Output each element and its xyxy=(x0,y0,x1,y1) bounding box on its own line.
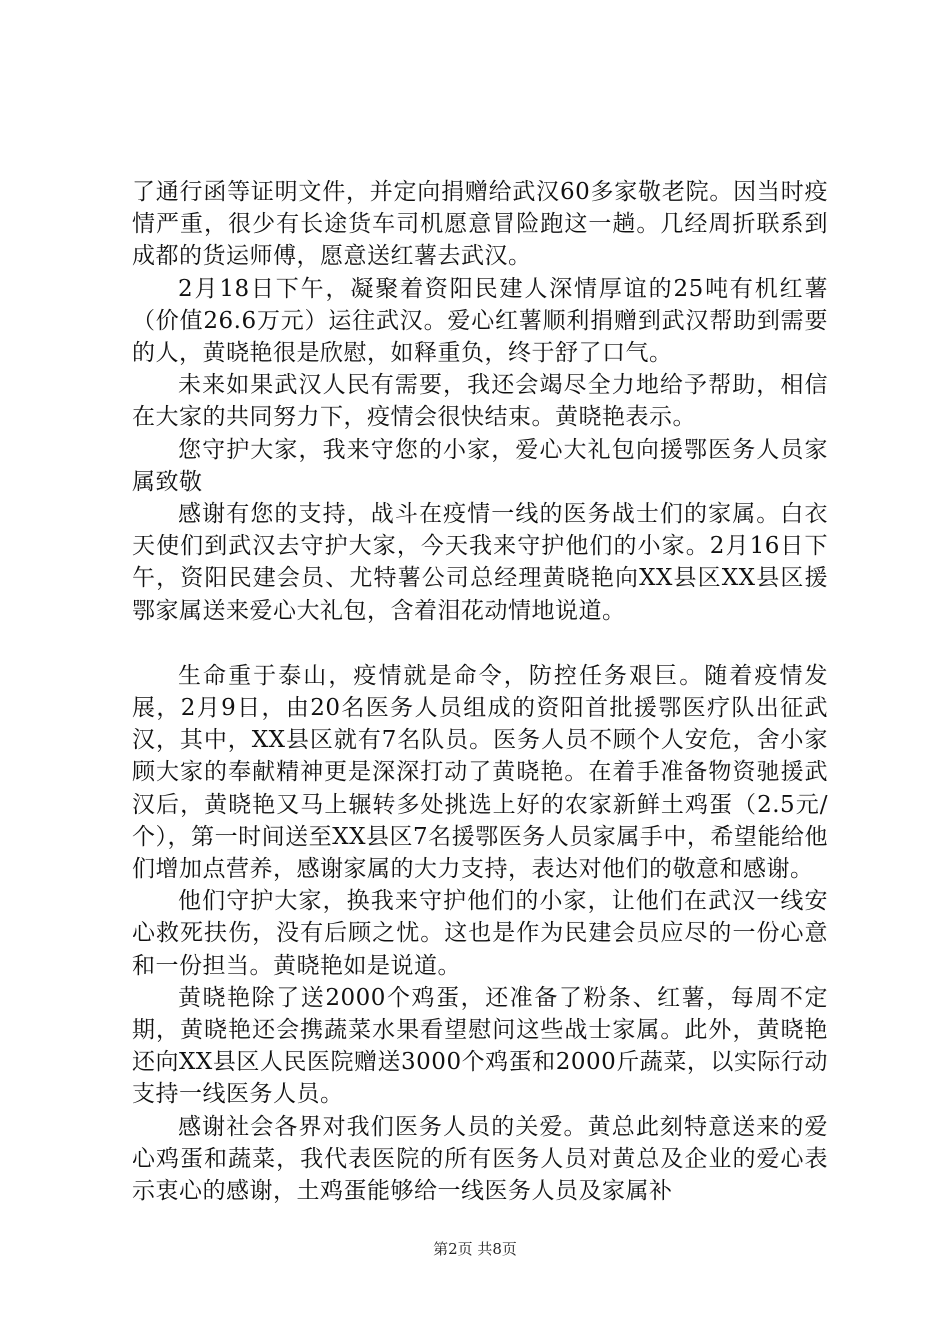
paragraph-gap xyxy=(132,627,828,660)
paragraph: 黄晓艳除了送2000个鸡蛋，还准备了粉条、红薯，每周不定期，黄晓艳还会携蔬菜水果看望慰问这些战士家属。此外，黄晓艳还向XX县区人民医院赠送3000个鸡蛋和2000斤蔬菜，以实际行动支持一线医务人员。 xyxy=(132,984,828,1108)
paragraph: 感谢社会各界对我们医务人员的关爱。黄总此刻特意送来的爱心鸡蛋和蔬菜，我代表医院的所有医务人员对黄总及企业的爱心表示衷心的感谢，土鸡蛋能够给一线医务人员及家属补 xyxy=(132,1113,828,1205)
paragraph: 2月18日下午，凝聚着资阳民建人深情厚谊的25吨有机红薯（价值26.6万元）运往武汉。爱心红薯顺利捐赠到武汉帮助到需要的人，黄晓艳很是欣慰，如释重负，终于舒了口气。 xyxy=(132,275,828,367)
page-number-footer: 第2页 共8页 xyxy=(433,1240,517,1258)
document-body xyxy=(132,176,828,1207)
paragraph-continuation: 了通行函等证明文件，并定向捐赠给武汉60多家敬老院。因当时疫情严重，很少有长途货车司机愿意冒险跑这一趟。几经周折联系到成都的货运师傅，愿意送红薯去武汉。 xyxy=(132,179,828,270)
paragraph: 未来如果武汉人民有需要，我还会竭尽全力地给予帮助，相信在大家的共同努力下，疫情会很快结束。黄晓艳表示。 xyxy=(132,372,828,431)
section-heading: 您守护大家，我来守您的小家，爱心大礼包向援鄂医务人员家属致敬 xyxy=(132,436,828,495)
paragraph: 生命重于泰山，疫情就是命令，防控任务艰巨。随着疫情发展，2月9日，由20名医务人员组成的资阳首批援鄂医疗队出征武汉，其中，XX县区就有7名队员。医务人员不顾个人安危，舍小家顾大家的奉献精神更是深深打动了黄晓艳。在着手准备物资驰援武汉后，黄晓艳又马上辗转多处挑选上好的农家新鲜土鸡蛋（2.5元/个），第一时间送至XX县区7名援鄂医务人员家属手中，希望能给他们增加点营养，感谢家属的大力支持，表达对他们的敬意和感谢。 xyxy=(132,662,828,883)
paragraph: 他们守护大家，换我来守护他们的小家，让他们在武汉一线安心救死扶伤，没有后顾之忧。这也是作为民建会员应尽的一份心意和一份担当。黄晓艳如是说道。 xyxy=(132,888,828,979)
paragraph: 感谢有您的支持，战斗在疫情一线的医务战士们的家属。白衣天使们到武汉去守护大家，今天我来守护他们的小家。2月16日下午，资阳民建会员、尤特薯公司总经理黄晓艳向XX县区XX县区援鄂家属送来爱心大礼包，含着泪花动情地说道。 xyxy=(132,501,828,624)
